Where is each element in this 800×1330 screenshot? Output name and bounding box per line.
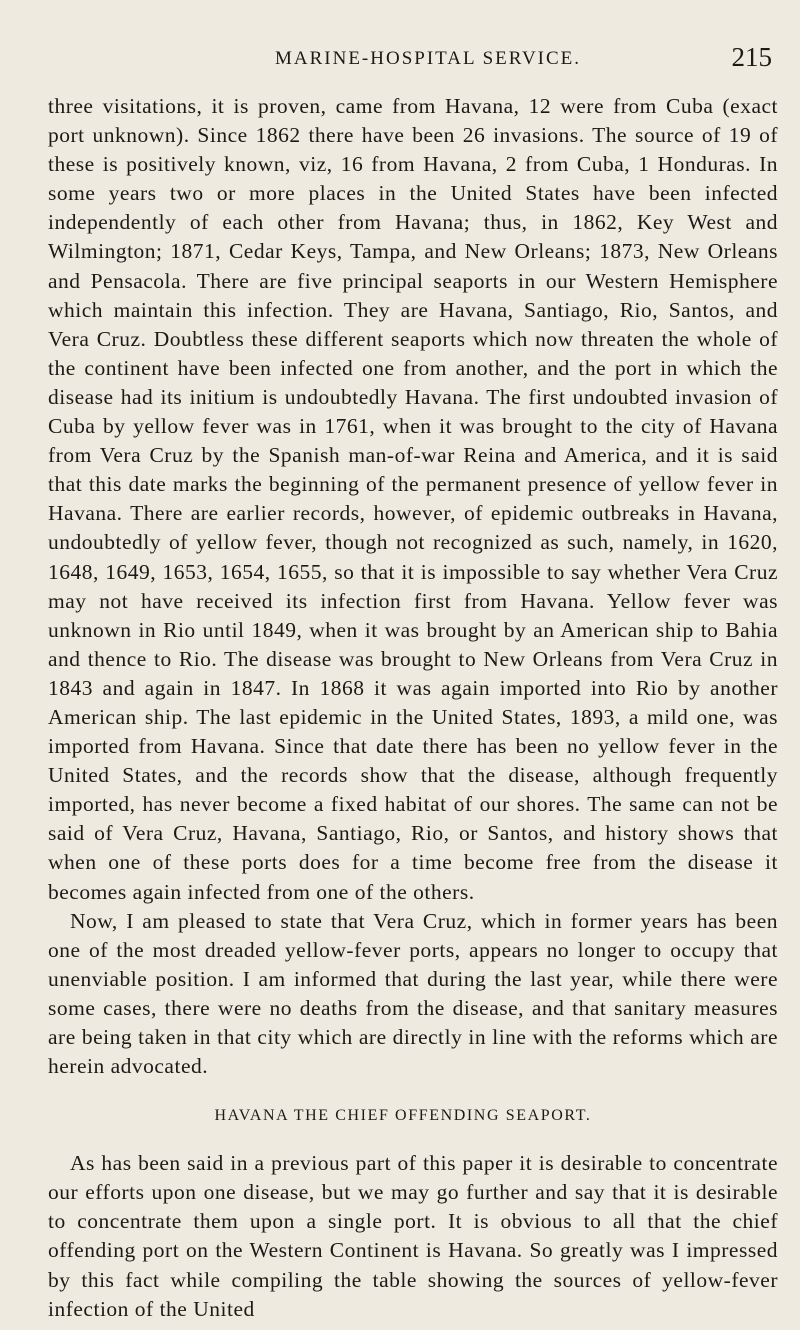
body-paragraph-3: As has been said in a previous part of this paper it is desirable to concentrate our efforts upon one disease, but we may go further and say that it is desirable to concentrate them upon a single port. It is obvious to all that the chief offending port on the Western Continent is Havana. So greatly was I impressed by this fact while compiling the table showing the sources of yellow-fever infection of the United: [48, 1151, 778, 1321]
body-paragraph-1: three visitations, it is proven, came from Havana, 12 were from Cuba (exact port unknown). Since 1862 there have been 26 invasions. The source of 19 of these is positively known, viz, 16 from Havana, 2 from Cuba, 1 Honduras. In some years two or more places in the United States have been infected independently of each other from Havana; thus, in 1862, Key West and Wilmington; 1871, Cedar Keys, Tampa, and New Orleans; 1873, New Orleans and Pensacola. There are five principal seaports in our Western Hemisphere which maintain this infection. They are Havana, Santiago, Rio, Santos, and Vera Cruz. Doubtless these different seaports which now threaten the whole of the continent have been infected one from another, and the port in which the disease had its initium is undoubtedly Havana. The first undoubted invasion of Cuba by yellow fever was in 1761, when it was brought to the city of Havana from Vera Cruz by the Spanish man-of-war Reina and America, and it is said that this date marks the beginning of the permanent presence of yellow fever in Havana. There are earlier records, however, of epidemic outbreaks in Havana, undoubtedly of yellow fever, though not recognized as such, namely, in 1620, 1648, 1649, 1653, 1654, 1655, so that it is impossible to say whether Vera Cruz may not have received its infection first from Havana. Yellow fever was unknown in Rio until 1849, when it was brought by an American ship to Bahia and thence to Rio. The disease was brought to New Orleans from Vera Cruz in 1843 and again in 1847. In 1868 it was again imported into Rio by another American ship. The last epidemic in the United States, 1893, a mild one, was imported from Havana. Since that date there has been no yellow fever in the United States, and the records show that the disease, although frequently imported, has never become a fixed habitat of our shores. The same can not be said of Vera Cruz, Havana, Santiago, Rio, or Santos, and history shows that when one of these ports does for a time become free from the disease it becomes again infected from one of the others.: [48, 94, 778, 904]
running-head: [48, 44, 778, 78]
body-paragraph-2: Now, I am pleased to state that Vera Cruz, which in former years has been one of the most dreaded yellow-fever ports, appears no longer to occupy that unenviable position. I am informed that during the last year, while there were some cases, there were no deaths from the disease, and that sanitary measures are being taken in that city which are directly in line with the reforms which are herein advocated.: [48, 908, 778, 1079]
running-title: MARINE-HOSPITAL SERVICE.: [274, 48, 582, 69]
page-number: 215: [731, 42, 772, 72]
section-heading: HAVANA THE CHIEF OFFENDING SEAPORT.: [214, 1107, 592, 1125]
